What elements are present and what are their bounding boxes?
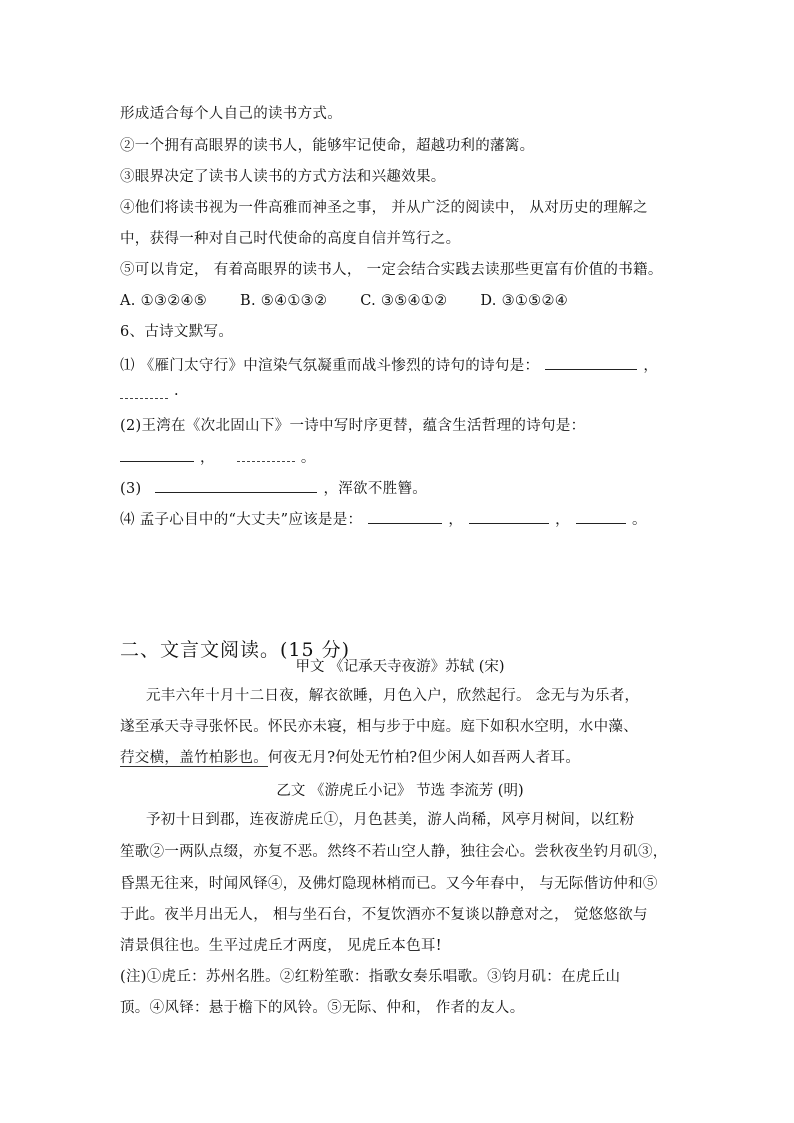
- jia-heading: 甲文 《记承天寺夜游》苏轼 (宋): [295, 659, 505, 675]
- q6-p4-sep2: ，: [555, 512, 570, 528]
- yi-heading: 乙文 《游虎丘小记》 节选 李流芳 (明): [276, 783, 524, 799]
- q5-item-2: ②一个拥有高眼界的读书人，能够牢记使命，超越功利的藩篱。: [120, 138, 535, 154]
- answer-blank[interactable]: [545, 355, 637, 370]
- q5-item-4a: ④他们将读书视为一件高雅而神圣之事， 并从广泛的阅读中， 从对历史的理解之: [120, 200, 648, 216]
- jia-line-2: 遂至承天寺寻张怀民。怀民亦未寝，相与步于中庭。庭下如积水空明，水中藻、: [120, 719, 638, 735]
- q6-p4-prompt: ⑷ 孟子心目中的“大丈夫”应该是是：: [120, 512, 363, 528]
- q6-part-1-line2: [120, 384, 179, 405]
- section-title: 二、文言文阅读。(15 分): [120, 639, 351, 661]
- q6-title: 6、古诗文默写。: [120, 324, 234, 340]
- q6-p1-comma: ，: [643, 358, 659, 374]
- yi-line-1: 予初十日到郡，连夜游虎丘①，月色甚美，游人尚稀，风亭月树间，以红粉: [146, 812, 635, 828]
- answer-blank[interactable]: [120, 447, 194, 462]
- option-d[interactable]: D. ③①⑤②④: [480, 293, 569, 309]
- q6-part-3: [120, 478, 427, 499]
- answer-blank[interactable]: [576, 509, 626, 524]
- answer-blank[interactable]: [120, 384, 168, 399]
- q5-item-5: ⑤可以肯定， 有着高眼界的读书人， 一定会结合实践去读那些更富有价值的书籍。: [120, 262, 663, 278]
- jia-underlined-phrase: 荇交横，盖竹柏影也。: [120, 750, 268, 766]
- jia-line-1: 元丰六年十月十二日夜，解衣欲睡，月色入户，欣然起行。 念无与为乐者，: [146, 688, 640, 704]
- option-b[interactable]: B. ⑤④①③②: [240, 293, 328, 309]
- q5-line-cont: 形成适合每个人自己的读书方式。: [120, 106, 342, 122]
- option-a[interactable]: A. ①③②④⑤: [120, 293, 208, 309]
- q6-p1-end: ·: [174, 387, 179, 403]
- q6-p4-end: 。: [631, 512, 647, 528]
- answer-blank[interactable]: [368, 509, 442, 524]
- answer-blank[interactable]: [469, 509, 549, 524]
- q6-part-2: (2)王湾在《次北固山下》一诗中写时序更替，蕴含生活哲理的诗句是：: [120, 418, 586, 434]
- q6-part-1: [120, 355, 658, 376]
- q6-p3-label: (3): [120, 481, 142, 497]
- q6-p2-end: 。: [300, 450, 316, 466]
- q6-p3-tail: ，浑欲不胜簪。: [323, 481, 428, 497]
- q6-p1-prompt: ⑴ 《雁门太守行》中渲染气氛凝重而战斗惨烈的诗句的诗句是：: [120, 358, 540, 374]
- jia-line-3-rest: 何夜无月?何处无竹柏?但少闲人如吾两人者耳。: [268, 750, 581, 766]
- yi-line-3: 昏黑无往来，时闻风铎④，及佛灯隐现林梢而已。又今年春中， 与无际偕访仲和⑤: [120, 876, 658, 892]
- q5-options: [120, 291, 596, 311]
- yi-note-2: 顶。④风铎：悬于檐下的风铃。⑤无际、仲和， 作者的友人。: [120, 1000, 525, 1016]
- q6-p4-sep1: ，: [448, 512, 464, 528]
- yi-note-1: (注)①虎丘：苏州名胜。②红粉笙歌：指歌女奏乐唱歌。③钧月矶：在虎丘山: [120, 969, 621, 985]
- yi-line-4: 于此。夜半月出无人， 相与坐石台，不复饮酒亦不复谈以静意对之， 觉悠悠欲与: [120, 907, 648, 923]
- q5-item-3: ③眼界决定了读书人读书的方式方法和兴趣效果。: [120, 169, 446, 185]
- jia-line-3: [120, 748, 580, 768]
- yi-line-5: 清景俱往也。生平过虎丘才两度， 见虎丘本色耳!: [120, 938, 442, 954]
- q6-p2-comma: ，: [200, 450, 215, 466]
- q6-part-4: [120, 509, 647, 530]
- answer-blank[interactable]: [237, 447, 295, 462]
- yi-line-2: 笙歌②一两队点缀，亦复不恶。然终不若山空人静，独往会心。尝秋夜坐钓月矶③，: [120, 844, 668, 860]
- q6-part-2-line2: [120, 447, 316, 468]
- option-c[interactable]: C. ③⑤④①②: [360, 293, 448, 309]
- q5-item-4b: 中，获得一种对自己时代使命的高度自信并笃行之。: [120, 231, 461, 247]
- answer-blank[interactable]: [155, 478, 317, 493]
